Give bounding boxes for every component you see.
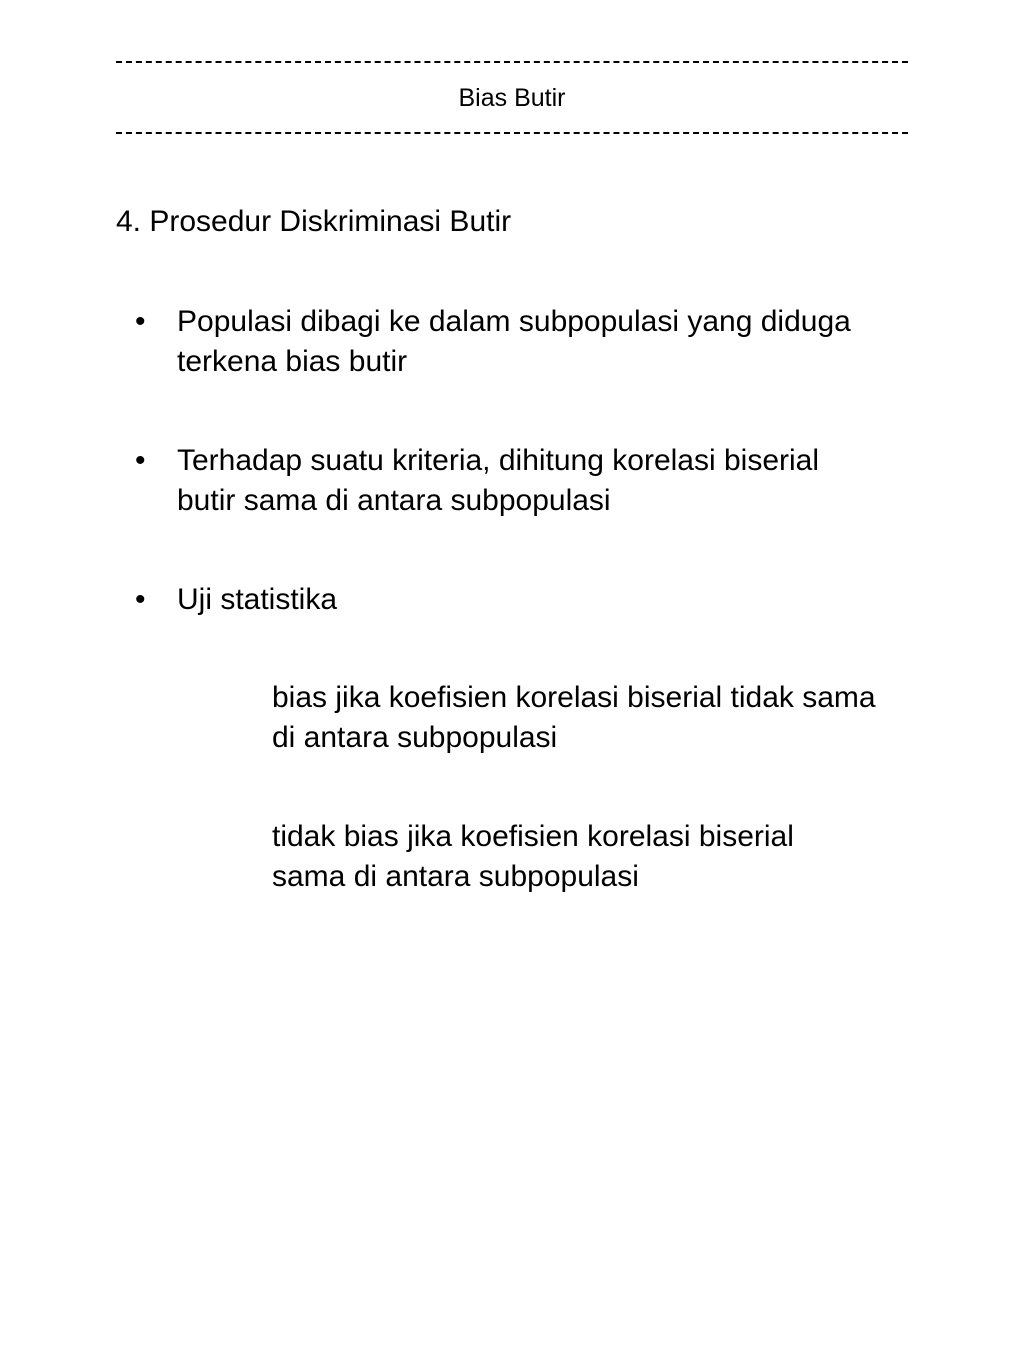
sub-item-text-line: tidak bias jika koefisien korelasi biserial (272, 820, 794, 853)
bullet-text (177, 441, 955, 521)
bullet-text-line: terkena bias butir (177, 345, 408, 378)
bullet-item-populasi (135, 302, 955, 382)
bullet-text-line: Populasi dibagi ke dalam subpopulasi yang diduga (177, 305, 851, 338)
page-header-title: Bias Butir (458, 84, 566, 112)
sub-item-text-line: bias jika koefisien korelasi biserial tidak sama (272, 681, 876, 714)
header-bottom-dashed-rule (116, 132, 908, 134)
sub-item-bias (272, 678, 972, 758)
section-heading: 4. Prosedur Diskriminasi Butir (116, 205, 512, 238)
bullet-text (177, 580, 955, 620)
header-top-dashed-rule (116, 61, 908, 63)
bullet-item-uji-statistika (135, 580, 955, 620)
bullet-marker: • (135, 305, 146, 338)
bullet-text-line: butir sama di antara subpopulasi (177, 484, 611, 517)
bullet-marker: • (135, 583, 146, 616)
bullet-text-line: Uji statistika (177, 583, 338, 616)
sub-item-text-line: di antara subpopulasi (272, 721, 558, 754)
bullet-text (177, 302, 955, 382)
sub-item-tidak-bias (272, 817, 972, 897)
sub-item-text-line: sama di antara subpopulasi (272, 860, 639, 893)
bullet-item-kriteria (135, 441, 955, 521)
bullet-marker: • (135, 444, 146, 477)
bullet-text-line: Terhadap suatu kriteria, dihitung korelasi biserial (177, 444, 820, 477)
